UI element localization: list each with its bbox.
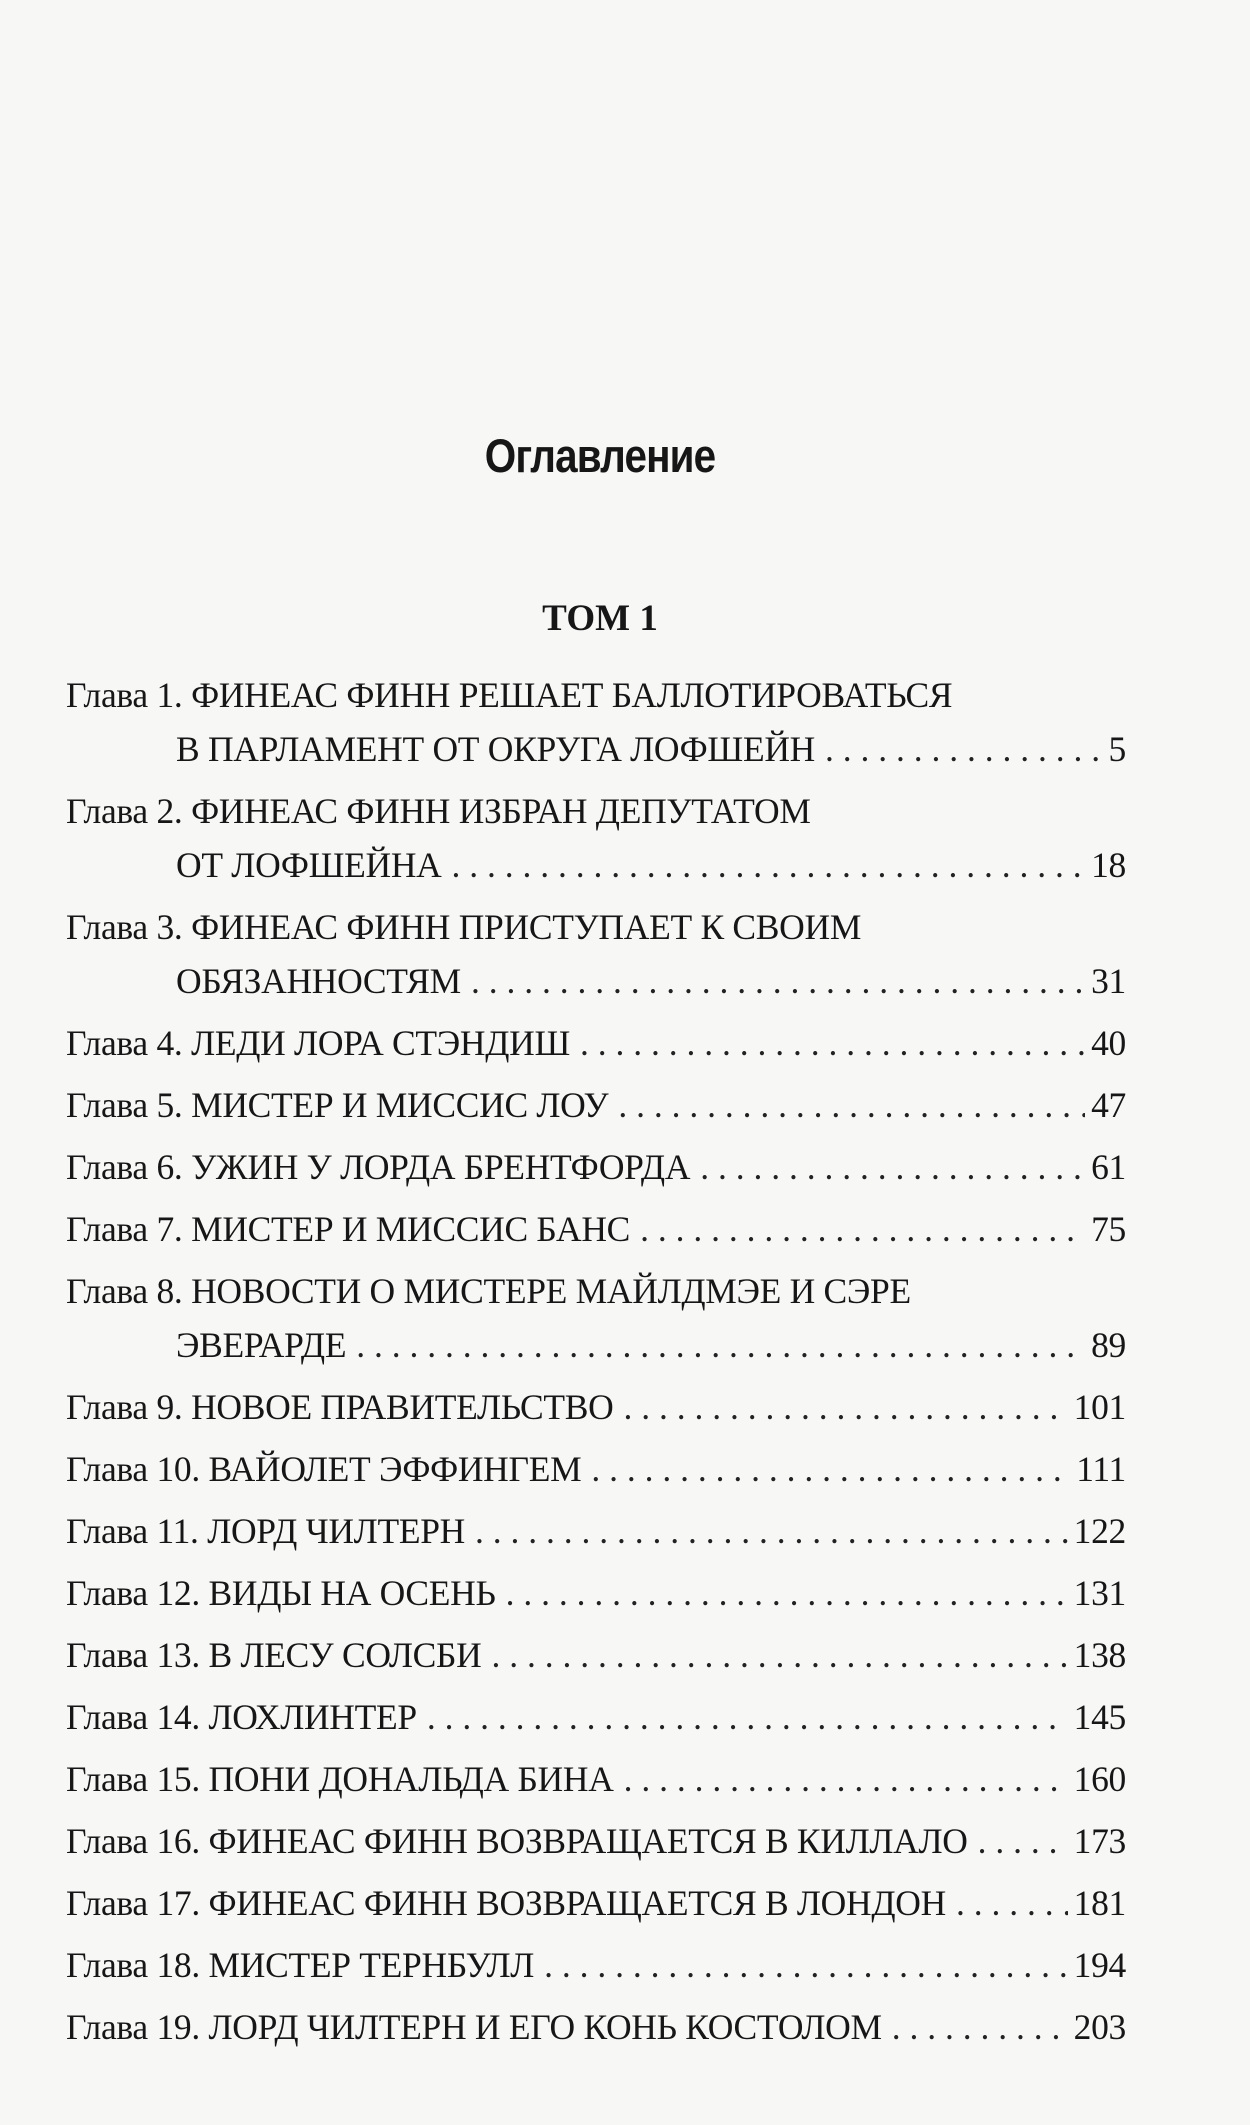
dot-leader bbox=[427, 1690, 1068, 1744]
chapter-title: ФИНЕАС ФИНН ИЗБРАН ДЕПУТАТОМ bbox=[191, 791, 811, 831]
dot-leader bbox=[640, 1202, 1085, 1256]
chapter-title: Глава 10. ВАЙОЛЕТ ЭФФИНГЕМ bbox=[66, 1449, 582, 1489]
chapter-label: Глава 19. bbox=[66, 2007, 209, 2047]
chapter-label: Глава 11. bbox=[66, 1511, 208, 1551]
page-number: 181 bbox=[1073, 1883, 1126, 1923]
toc-entry-last-line bbox=[66, 1078, 1126, 1132]
dot-leader bbox=[624, 1752, 1068, 1806]
toc-entry-last-line bbox=[66, 722, 1126, 776]
toc-entry-last-line bbox=[66, 1876, 1126, 1930]
dot-leader bbox=[978, 1814, 1068, 1868]
page-number: 5 bbox=[1108, 729, 1126, 769]
dot-leader bbox=[452, 838, 1086, 892]
toc-entry-last-line bbox=[66, 1566, 1126, 1620]
chapter-title: Глава 16. ФИНЕАС ФИНН ВОЗВРАЩАЕТСЯ В КИЛЛАЛО bbox=[66, 1821, 968, 1861]
toc-entry-last-line bbox=[66, 1690, 1126, 1744]
chapter-label: Глава 16. bbox=[66, 1821, 209, 1861]
toc-entry-last-line bbox=[66, 954, 1126, 1008]
chapter-title: ФИНЕАС ФИНН ПРИСТУПАЕТ К СВОИМ bbox=[191, 907, 862, 947]
chapter-label: Глава 3. bbox=[66, 907, 192, 947]
page-number: 31 bbox=[1091, 961, 1126, 1001]
toc-entry-last-line bbox=[66, 1016, 1126, 1070]
page-number: 18 bbox=[1091, 845, 1126, 885]
toc-entry-last-line bbox=[66, 838, 1126, 892]
page-title: Оглавление bbox=[484, 429, 716, 482]
chapter-title: Глава 15. ПОНИ ДОНАЛЬДА БИНА bbox=[66, 1759, 614, 1799]
chapter-title: НОВОСТИ О МИСТЕРЕ МАЙЛДМЭЕ И СЭРЕ bbox=[191, 1271, 911, 1311]
chapter-label: Глава 7. bbox=[66, 1209, 192, 1249]
toc-entry bbox=[66, 1814, 1126, 1868]
chapter-title: ОТ ЛОФШЕЙНА bbox=[176, 845, 442, 885]
page-number: 122 bbox=[1073, 1511, 1126, 1551]
toc-entry-last-line bbox=[66, 1318, 1126, 1372]
chapter-label: Глава 4. bbox=[66, 1023, 192, 1063]
dot-leader bbox=[475, 1504, 1068, 1558]
chapter-label: Глава 2. bbox=[66, 791, 192, 831]
chapter-label: Глава 15. bbox=[66, 1759, 209, 1799]
page-number: 47 bbox=[1091, 1085, 1126, 1125]
toc-entry bbox=[66, 900, 1126, 1008]
toc-entry bbox=[66, 2000, 1126, 2054]
dot-leader bbox=[356, 1318, 1085, 1372]
dot-leader bbox=[623, 1380, 1067, 1434]
chapter-title: Глава 9. НОВОЕ ПРАВИТЕЛЬСТВО bbox=[66, 1387, 614, 1427]
dot-leader bbox=[825, 722, 1103, 776]
chapter-title: ЭВЕРАРДЕ bbox=[176, 1325, 347, 1365]
chapter-label: Глава 14. bbox=[66, 1697, 209, 1737]
toc-entry bbox=[66, 1690, 1126, 1744]
chapter-title: Глава 19. ЛОРД ЧИЛТЕРН И ЕГО КОНЬ КОСТОЛОМ bbox=[66, 2007, 882, 2047]
toc-entry bbox=[66, 1380, 1126, 1434]
dot-leader bbox=[471, 954, 1085, 1008]
toc-entry-last-line bbox=[66, 1628, 1126, 1682]
chapter-title: ОБЯЗАННОСТЯМ bbox=[176, 961, 461, 1001]
toc-entry bbox=[66, 1264, 1126, 1372]
page-number: 138 bbox=[1073, 1635, 1126, 1675]
toc-entry-last-line bbox=[66, 1814, 1126, 1868]
toc-entry-last-line bbox=[66, 1442, 1126, 1496]
chapter-title: Глава 14. ЛОХЛИНТЕР bbox=[66, 1697, 417, 1737]
toc-entry bbox=[66, 668, 1126, 776]
chapter-title: Глава 13. В ЛЕСУ СОЛСБИ bbox=[66, 1635, 482, 1675]
toc-entry bbox=[66, 1442, 1126, 1496]
toc-entry bbox=[66, 1016, 1126, 1070]
toc-entry-last-line bbox=[66, 1938, 1126, 1992]
toc-entry bbox=[66, 1752, 1126, 1806]
page-number: 160 bbox=[1073, 1759, 1126, 1799]
page-number: 61 bbox=[1091, 1147, 1126, 1187]
page-number: 89 bbox=[1091, 1325, 1126, 1365]
toc-entry-last-line bbox=[66, 1140, 1126, 1194]
dot-leader bbox=[618, 1078, 1085, 1132]
chapter-label: Глава 13. bbox=[66, 1635, 209, 1675]
toc-entry-last-line bbox=[66, 1504, 1126, 1558]
toc-entry-last-line bbox=[66, 1202, 1126, 1256]
toc-entry bbox=[66, 1140, 1126, 1194]
page-number: 75 bbox=[1091, 1209, 1126, 1249]
dot-leader bbox=[956, 1876, 1068, 1930]
chapter-title: Глава 11. ЛОРД ЧИЛТЕРН bbox=[66, 1511, 466, 1551]
volume-heading: ТОМ 1 bbox=[542, 598, 658, 639]
toc-entry bbox=[66, 784, 1126, 892]
page-number: 194 bbox=[1073, 1945, 1126, 1985]
chapter-label: Глава 10. bbox=[66, 1449, 209, 1489]
toc-entry-first-line bbox=[66, 900, 1126, 954]
dot-leader bbox=[580, 1016, 1085, 1070]
page-number: 101 bbox=[1073, 1387, 1126, 1427]
dot-leader bbox=[892, 2000, 1068, 2054]
page-number: 203 bbox=[1073, 2007, 1126, 2047]
chapter-label: Глава 6. bbox=[66, 1147, 192, 1187]
toc-entry bbox=[66, 1504, 1126, 1558]
page-number: 173 bbox=[1073, 1821, 1126, 1861]
toc-entry-last-line bbox=[66, 1380, 1126, 1434]
toc-entry bbox=[66, 1566, 1126, 1620]
toc-entry-first-line bbox=[66, 668, 1126, 722]
page-number: 40 bbox=[1091, 1023, 1126, 1063]
toc-entry bbox=[66, 1876, 1126, 1930]
chapter-title: Глава 6. УЖИН У ЛОРДА БРЕНТФОРДА bbox=[66, 1147, 691, 1187]
toc-entry-first-line bbox=[66, 784, 1126, 838]
chapter-title: Глава 4. ЛЕДИ ЛОРА СТЭНДИШ bbox=[66, 1023, 570, 1063]
chapter-label: Глава 9. bbox=[66, 1387, 192, 1427]
dot-leader bbox=[591, 1442, 1070, 1496]
dot-leader bbox=[544, 1938, 1068, 1992]
toc-entry-last-line bbox=[66, 2000, 1126, 2054]
chapter-label: Глава 8. bbox=[66, 1271, 192, 1311]
chapter-title: ФИНЕАС ФИНН РЕШАЕТ БАЛЛОТИРОВАТЬСЯ bbox=[191, 675, 953, 715]
toc-entry bbox=[66, 1938, 1126, 1992]
chapter-title: Глава 7. МИСТЕР И МИССИС БАНС bbox=[66, 1209, 631, 1249]
toc-entry-first-line bbox=[66, 1264, 1126, 1318]
toc-entry-last-line bbox=[66, 1752, 1126, 1806]
page-number: 111 bbox=[1076, 1449, 1126, 1489]
chapter-label: Глава 18. bbox=[66, 1945, 209, 1985]
chapter-title: Глава 5. МИСТЕР И МИССИС ЛОУ bbox=[66, 1085, 609, 1125]
chapter-label: Глава 1. bbox=[66, 675, 192, 715]
toc-entry bbox=[66, 1202, 1126, 1256]
page-number: 145 bbox=[1073, 1697, 1126, 1737]
page-number: 131 bbox=[1073, 1573, 1126, 1613]
toc-entry bbox=[66, 1628, 1126, 1682]
table-of-contents bbox=[66, 668, 1126, 2062]
chapter-label: Глава 12. bbox=[66, 1573, 209, 1613]
chapter-title: Глава 18. МИСТЕР ТЕРНБУЛЛ bbox=[66, 1945, 535, 1985]
chapter-title: В ПАРЛАМЕНТ ОТ ОКРУГА ЛОФШЕЙН bbox=[176, 729, 816, 769]
dot-leader bbox=[506, 1566, 1068, 1620]
chapter-label: Глава 17. bbox=[66, 1883, 209, 1923]
chapter-title: Глава 17. ФИНЕАС ФИНН ВОЗВРАЩАЕТСЯ В ЛОНДОН bbox=[66, 1883, 946, 1923]
chapter-title: Глава 12. ВИДЫ НА ОСЕНЬ bbox=[66, 1573, 496, 1613]
chapter-label: Глава 5. bbox=[66, 1085, 192, 1125]
dot-leader bbox=[700, 1140, 1085, 1194]
dot-leader bbox=[491, 1628, 1067, 1682]
toc-entry bbox=[66, 1078, 1126, 1132]
